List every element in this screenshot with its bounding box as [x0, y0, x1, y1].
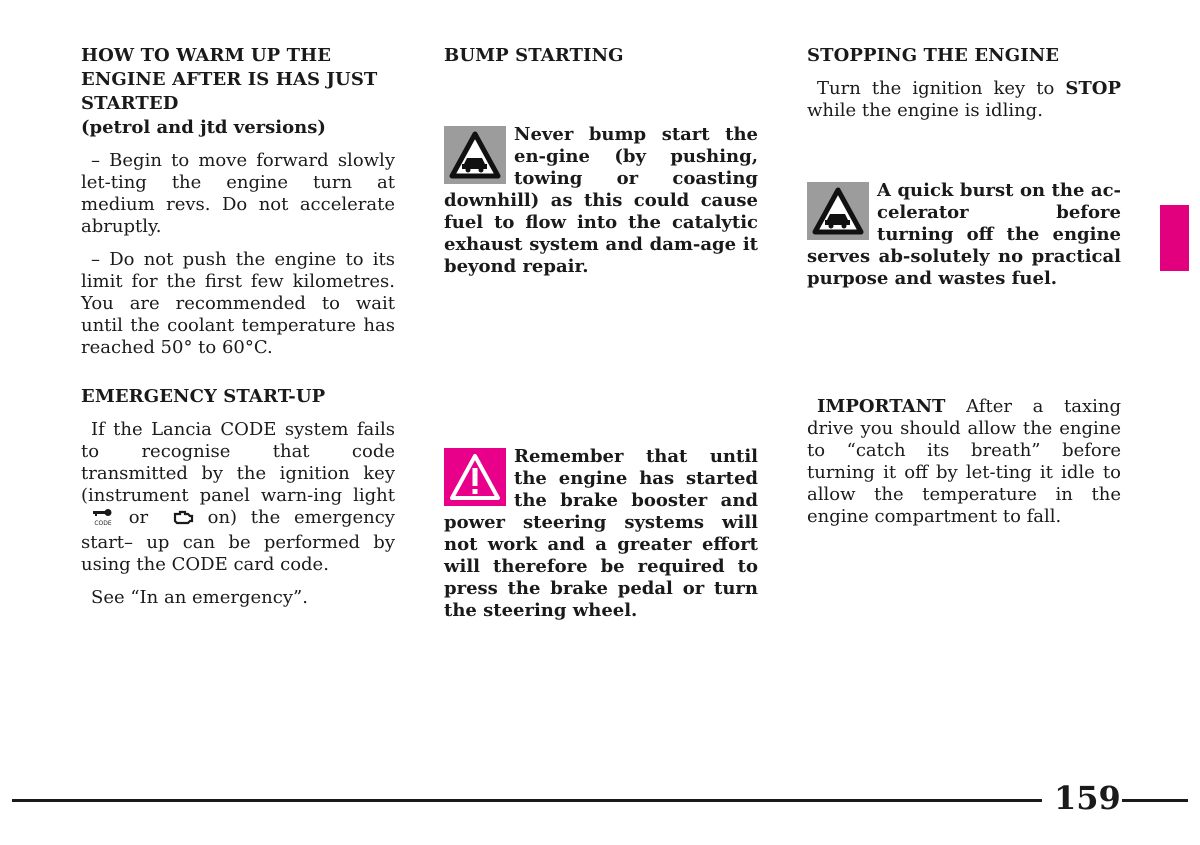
important-text: After a taxing drive you should allow the engine to “catch its breath” before turning it off by let-ting it idle to allow the temperature in the engine compartment to fall.: [807, 396, 1121, 527]
engine-warning-icon: [162, 510, 194, 532]
burst-warning-block: [807, 180, 1121, 290]
stopping-text-a: Turn the ignition key to: [817, 78, 1055, 99]
important-paragraph: [807, 396, 1121, 528]
stopping-heading: STOPPING THE ENGINE: [807, 45, 1060, 66]
exclamation-warning-triangle-icon: [444, 448, 506, 506]
burst-warning-text: A quick burst on the ac-celerator before turning off the engine serves ab-solutely no practical purpose and wastes fuel.: [807, 180, 1121, 289]
stopping-paragraph: [807, 78, 1121, 122]
emergency-text-b: on) the emergency start– up can be performed by using the CODE card code.: [81, 507, 395, 575]
booster-warning-text: Remember that until the engine has started the brake booster and power steering systems will not work and a greater effort will therefore be required to press the brake pedal or turn the steering wheel.: [444, 446, 758, 621]
warmup-subheading: [81, 116, 395, 140]
warmup-heading: HOW TO WARM UP THE ENGINE AFTER IS HAS JUST STARTED: [81, 45, 378, 114]
emergency-text-a: If the Lancia CODE system fails to recognise that code transmitted by the ignition key (instrument panel warn-ing light: [81, 419, 395, 506]
warmup-subheading-text: (petrol and jtd versions): [81, 117, 326, 138]
warmup-paragraph-2: – Do not push the engine to its limit for the first few kilometres. You are recommended to wait until the coolant temperature has reached 50° to 60°C.: [81, 249, 395, 358]
key-code-label: CODE: [94, 520, 112, 526]
stopping-text-stop: STOP: [1065, 78, 1121, 99]
bump-warning-text: Never bump start the en-gine (by pushing, towing or coasting downhill) as this could cause fuel to flow into the catalytic exhaust system and dam-age it beyond repair.: [444, 124, 758, 277]
emergency-paragraph-1: [81, 419, 395, 576]
important-label: IMPORTANT: [817, 396, 946, 417]
emergency-heading: EMERGENCY START-UP: [81, 386, 326, 407]
page-number: 159: [1054, 779, 1121, 817]
bump-warning-block: [444, 124, 758, 278]
stopping-text-b: while the engine is idling.: [807, 100, 1043, 121]
section-tab-marker: [1160, 205, 1189, 271]
footer-rule-right: [1122, 799, 1188, 802]
footer-rule-left: [12, 799, 1042, 802]
key-code-icon: [81, 508, 115, 532]
bump-starting-heading: BUMP STARTING: [444, 45, 624, 66]
column-middle: [444, 44, 758, 622]
car-warning-triangle-icon: [807, 182, 869, 240]
column-left: [81, 44, 395, 620]
emergency-paragraph-2: See “In an emergency”.: [91, 587, 308, 608]
column-right: [807, 44, 1121, 539]
car-warning-triangle-icon: [444, 126, 506, 184]
warmup-paragraph-1: – Begin to move forward slowly let-ting the engine turn at medium revs. Do not accelerate abruptly.: [81, 150, 395, 237]
emergency-text-or: or: [128, 507, 149, 528]
booster-warning-block: [444, 446, 758, 622]
